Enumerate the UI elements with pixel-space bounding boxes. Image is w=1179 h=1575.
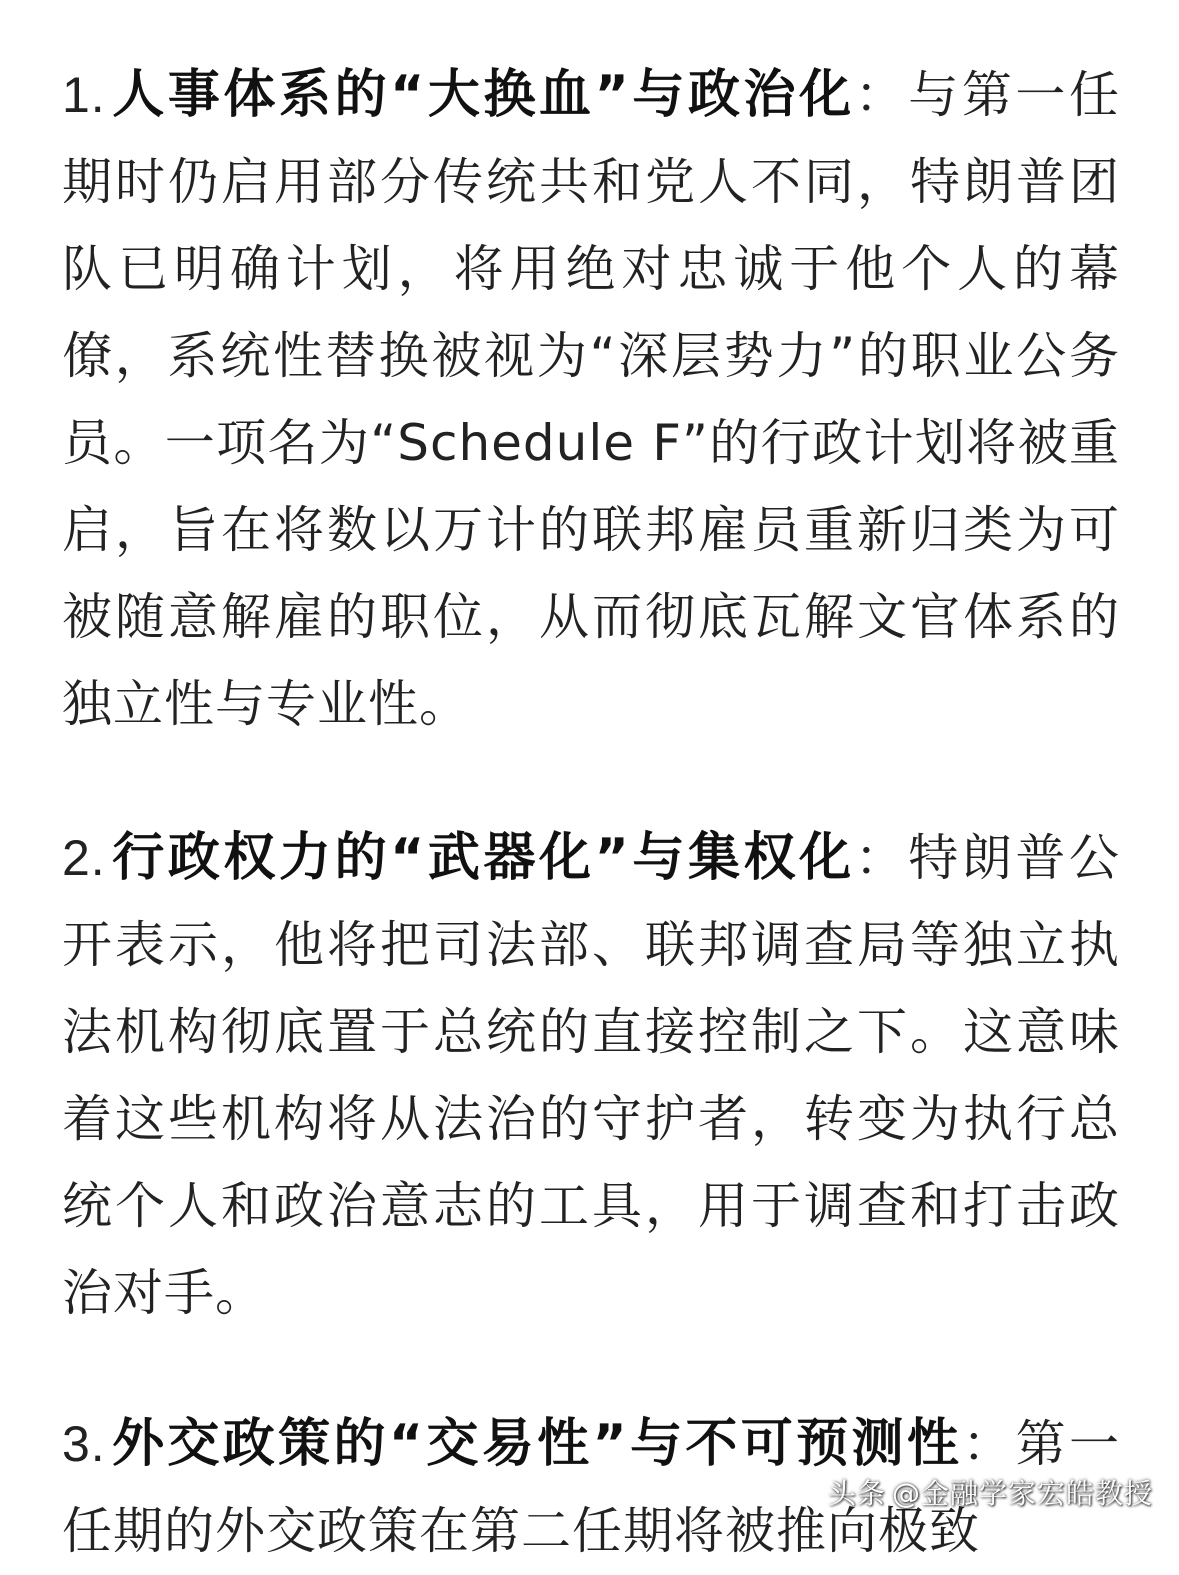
item-separator: ： (962, 1415, 1016, 1473)
item-body: 与第一任期时仍启用部分传统共和党人不同，特朗普团队已明确计划，将用绝对忠诚于他个人的幕僚，系统性替换被视为“深层势力”的职业公务员。一项名为“Schedule F”的行政计划将被重启，旨在将数以万计的联邦雇员重新归类为可被随意解雇的职位，从而彻底瓦解文官体系的独立性与专业性。 (62, 66, 1121, 733)
item-number: 1. (62, 67, 106, 123)
item-heading: 行政权力的“武器化”与集权化 (109, 828, 855, 888)
list-item-2 (62, 815, 1120, 1337)
item-separator: ： (854, 66, 909, 124)
item-heading: 外交政策的“交易性”与不可预测性 (109, 1414, 963, 1474)
item-number: 2. (62, 830, 106, 886)
item-body: 特朗普公开表示，他将把司法部、联邦调查局等独立执法机构彻底置于总统的直接控制之下。这意味着这些机构将从法治的守护者，转变为执行总统个人和政治意志的工具，用于调查和打击政治对手。 (62, 829, 1121, 1322)
item-separator: ： (854, 829, 909, 887)
watermark-account: @金融学家宏皓教授 (891, 1477, 1153, 1510)
list-item-1 (62, 52, 1120, 748)
watermark-platform: 头条 (827, 1477, 886, 1510)
item-heading: 人事体系的“大换血”与政治化 (109, 65, 855, 125)
watermark (828, 1472, 1153, 1512)
item-number: 3. (62, 1416, 106, 1472)
item-body: 第一任期的外交政策在第二任期将被推向极致 (62, 1415, 1121, 1560)
